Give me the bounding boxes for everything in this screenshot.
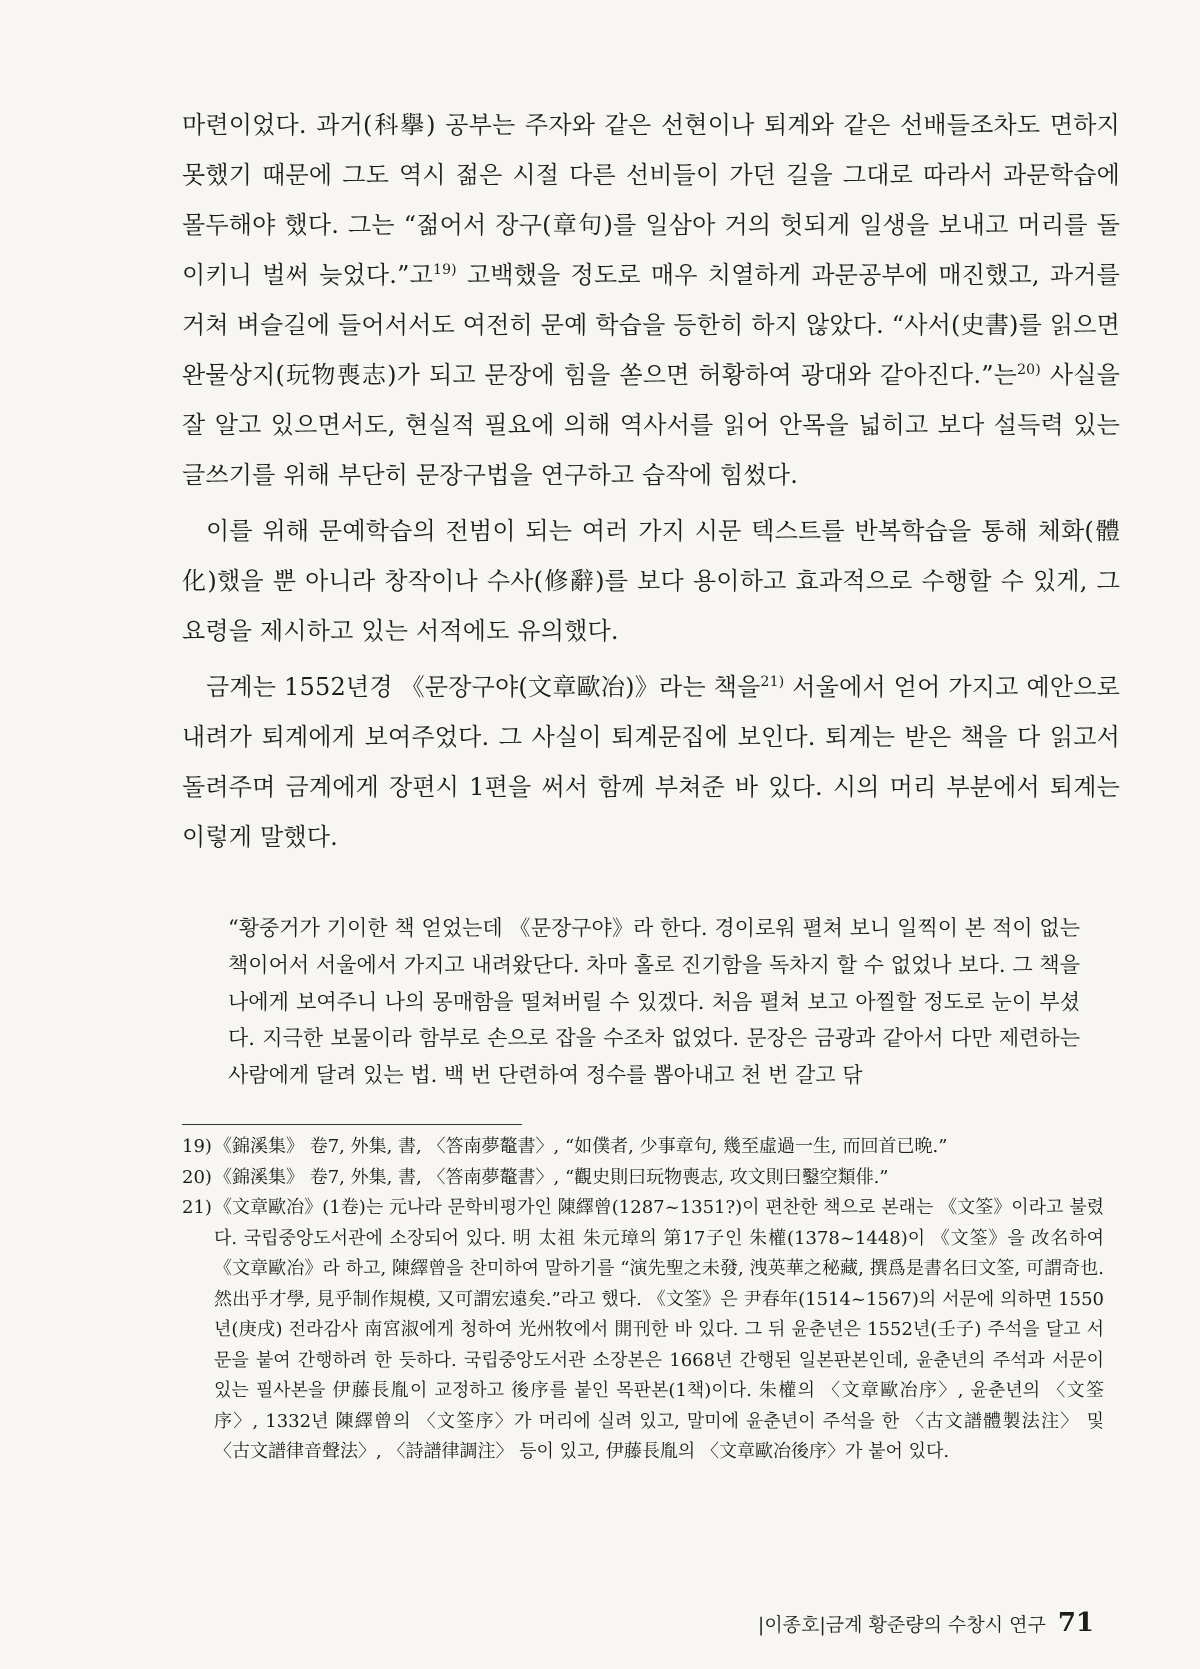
footnote-separator <box>182 1124 522 1125</box>
paragraph-text: 고백했을 정도로 매우 치열하게 과문공부에 매진했고, 과거를 거쳐 벼슬길에 들어서서도 여전히 문예 학습을 등한히 하지 않았다. “사서(史書)를 읽으면 완물상지(玩物喪志)가 되고 문장에 힘을 쏟으면 허황하여 광대와 같아진다.”는 <box>182 261 1120 389</box>
footnote-number: 20) <box>182 1166 212 1188</box>
footnote-text: 《錦溪集》 卷7, 外集, 書, 〈答南夢鼇書〉, “觀史則曰玩物喪志, 攻文則曰鑿空類俳.” <box>214 1166 889 1188</box>
page-number: 71 <box>1057 1608 1094 1638</box>
running-footer <box>758 1608 1094 1638</box>
footnote-number: 19) <box>182 1136 212 1157</box>
footnotes <box>182 1132 1104 1468</box>
footnote-text: 《文章歐冶》(1卷)는 元나라 문학비평가인 陳繹曾(1287~1351?)이 편찬한 책으로 본래는 《文筌》이라고 불렸다. 국립중앙도서관에 소장되어 있다. 明 太祖 朱元璋의 第17子인 朱權(1378~1448)이 《文筌》을 改名하여 《文章歐冶》라 하고, 陳繹曾을 찬미하여 말하기를 “演先聖之未發, 洩英華之秘藏, 撰爲是書名曰文筌, 可謂奇也. 然出乎才學, 見乎制作規模, 又可謂宏遠矣.”라고 했다. 《文筌》은 尹春年(1514~1567)의 서문에 의하면 1550년(庚戌) 전라감사 南宮淑에게 청하여 光州牧에서 開刊한 바 있다. 그 뒤 윤춘년은 1552년(壬子) 주석을 달고 서문을 붙여 간행하려 한 듯하다. 국립중앙도서관 소장본은 1668년 간행된 일본판본인데, 윤춘년의 주석과 서문이 있는 필사본을 伊藤長胤이 교정하고 後序를 붙인 목판본(1책)이다. 朱權의 〈文章歐冶序〉, 윤춘년의 〈文筌序〉, 1332년 陳繹曾의 〈文筌序〉가 머리에 실려 있고, 말미에 윤춘년이 주석을 한 〈古文譜體製法注〉 및 〈古文譜律音聲法〉, 〈詩譜律調注〉 등이 있고, 伊藤長胤의 〈文章歐冶後序〉가 붙어 있다. <box>214 1197 1104 1462</box>
footnote-ref-21: 21) <box>760 674 785 690</box>
footnote-ref-20: 20) <box>1017 362 1041 378</box>
paragraph-2: 이를 위해 문예학습의 전범이 되는 여러 가지 시문 텍스트를 반복학습을 통해 체화(體化)했을 뿐 아니라 창작이나 수사(修辭)를 보다 용이하고 효과적으로 수행할 수 있게, 그 요령을 제시하고 있는 서적에도 유의했다. <box>182 517 1120 645</box>
paragraph-text: 마련이었다. 과거(科擧) 공부는 주자와 같은 선현이나 퇴계와 같은 선배들조차도 면하지 못했기 때문에 그도 역시 젊은 시절 다른 선비들이 가던 길을 그대로 따라서 과문학습에 몰두해야 했다. 그는 “젊어서 장구(章句)를 일삼아 거의 헛되게 일생을 보내고 머리를 돌이키니 벌써 늦었다.”고 <box>182 111 1120 289</box>
paragraph-3 <box>182 662 1120 862</box>
footnote-number: 21) <box>182 1197 212 1218</box>
running-head: |이종호|금계 황준량의 수창시 연구 <box>757 1614 1046 1636</box>
footnote-text: 《錦溪集》 卷7, 外集, 書, 〈答南夢鼇書〉, “如僕者, 少事章句, 幾至虛過一生, 而回首已晩.” <box>214 1136 948 1157</box>
main-text <box>182 100 1120 862</box>
paragraph-1 <box>182 100 1120 500</box>
footnote-19 <box>182 1132 1104 1163</box>
paragraph-text: 사실을 잘 알고 있으면서도, 현실적 필요에 의해 역사서를 읽어 안목을 넓히고 보다 설득력 있는 글쓰기를 위해 부단히 문장구법을 연구하고 습작에 힘썼다. <box>182 361 1120 489</box>
footnote-21 <box>182 1193 1104 1468</box>
footnote-20 <box>182 1163 1104 1194</box>
block-quote: “황중거가 기이한 책 얻었는데 《문장구야》라 한다. 경이로워 펼쳐 보니 일찍이 본 적이 없는 책이어서 서울에서 가지고 내려왔단다. 차마 홀로 진기함을 독차지 할 수 없었나 보다. 그 책을 나에게 보여주니 나의 몽매함을 떨쳐버릴 수 있겠다. 처음 펼쳐 보고 아찔할 정도로 눈이 부셨다. 지극한 보물이라 함부로 손으로 잡을 수조차 없었다. 문장은 금광과 같아서 다만 제련하는 사람에게 달려 있는 법. 백 번 단련하여 정수를 뽑아내고 천 번 갈고 닦 <box>228 916 1080 1088</box>
paragraph-text: 서울에서 얻어 가지고 예안으로 내려가 퇴계에게 보여주었다. 그 사실이 퇴계문집에 보인다. 퇴계는 받은 책을 다 읽고서 돌려주며 금계에게 장편시 1편을 써서 함께 부쳐준 바 있다. 시의 머리 부분에서 퇴계는 이렇게 말했다. <box>182 673 1120 851</box>
footnote-ref-19: 19) <box>432 262 457 278</box>
paragraph-text: 금계는 1552년경 《문장구야(文章歐冶)》라는 책을 <box>206 673 761 701</box>
